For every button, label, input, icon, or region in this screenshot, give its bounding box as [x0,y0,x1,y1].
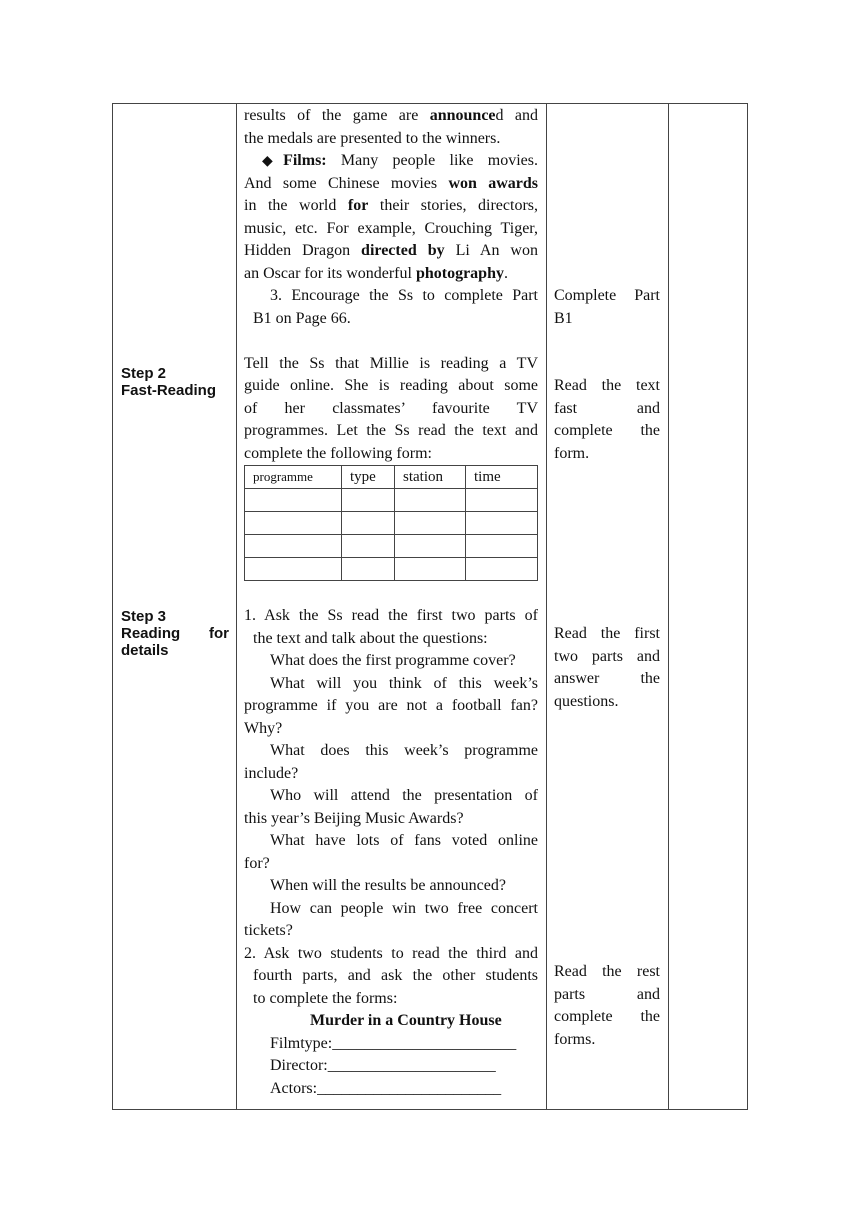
table-row [245,558,538,581]
header-programme: programme [245,466,342,489]
step3-name-line2: details [121,642,169,659]
text-line: What does the first programme cover? [270,652,516,669]
student-text-line: fast and [554,400,660,417]
step2-label: Step 2 [121,365,167,382]
text-line: in the world for their stories, directors, [244,197,538,214]
text-line: B1 on Page 66. [253,310,351,327]
student-text-line: two parts and [554,648,660,665]
form-cell [466,489,538,512]
form-cell [395,512,466,535]
film-form-title: Murder in a Country House [310,1012,502,1029]
text-line: What does this week’s programme [270,742,538,759]
student-text-line: answer the [554,670,660,687]
text-line: Tell the Ss that Millie is reading a TV [244,355,538,372]
student-text-line: Read the first [554,625,660,642]
form-cell [342,535,395,558]
text-line: guide online. She is reading about some [244,377,538,394]
student-text-line: questions. [554,693,619,710]
text-line: tickets? [244,922,293,939]
text-line: 2. Ask two students to read the third and [244,945,538,962]
text-line: What will you think of this week’s [270,675,538,692]
text-line: include? [244,765,299,782]
form-cell [342,489,395,512]
table-row [245,489,538,512]
text-line: of her classmates’ favourite TV [244,400,538,417]
form-cell [342,558,395,581]
table-row [245,512,538,535]
form-cell [466,558,538,581]
text-line: to complete the forms: [253,990,398,1007]
text-line: programme if you are not a football fan? [244,697,538,714]
student-text-line: Read the rest [554,963,660,980]
text-line: music, etc. For example, Crouching Tiger, [244,220,538,237]
form-cell [395,558,466,581]
text-line: the medals are presented to the winners. [244,130,501,147]
form-cell [466,535,538,558]
student-text-line: parts and [554,986,660,1003]
text-line: Who will attend the presentation of [270,787,538,804]
text-line: And some Chinese movies won awards [244,175,539,192]
text-line: programmes. Let the Ss read the text and [244,422,538,439]
text-line: the text and talk about the questions: [253,630,488,647]
form-cell [245,558,342,581]
step3-reading-word: Reading [121,625,181,642]
text-line: an Oscar for its wonderful photography. [244,265,508,282]
text-line: Hidden Dragon directed by Li An won [244,242,538,259]
text-line: ◆Films: Many people like movies. [262,152,538,169]
programme-form-table [244,465,538,581]
text-line: for? [244,855,270,872]
form-cell [245,512,342,535]
text-line: complete the following form: [244,445,432,462]
steps-column [112,103,237,1110]
text-line: fourth parts, and ask the other students [253,967,538,984]
table-header-row [245,466,538,489]
form-cell [342,512,395,535]
header-station: station [395,466,466,489]
diamond-bullet-icon: ◆ [262,153,284,169]
text-line: Why? [244,720,283,737]
step3-label: Step 3 [121,608,167,625]
student-activity-column [546,103,669,1110]
actors-line: Actors:_______________________ [270,1080,502,1097]
text-line: When will the results be announced? [270,877,506,894]
text-line: What have lots of fans voted online [270,832,538,849]
student-text-line: complete the [554,1008,660,1025]
notes-column [668,103,748,1110]
student-text-line: Complete Part [554,287,660,304]
step3-for-word: for [209,625,229,642]
text-line: 1. Ask the Ss read the first two parts of [244,607,538,624]
filmtype-line: Filmtype:_______________________ [270,1035,517,1052]
student-text-line: forms. [554,1031,596,1048]
step3-name-line1 [121,625,229,643]
form-cell [395,535,466,558]
student-text-line: form. [554,445,590,462]
student-text-line: complete the [554,422,660,439]
form-cell [245,489,342,512]
step2-name: Fast-Reading [121,382,217,399]
form-cell [245,535,342,558]
text-line: this year’s Beijing Music Awards? [244,810,464,827]
header-type: type [342,466,395,489]
table-row [245,535,538,558]
student-text-line: Read the text [554,377,660,394]
form-cell [466,512,538,535]
director-line: Director:_____________________ [270,1057,496,1074]
text-line: How can people win two free concert [270,900,538,917]
text-line: 3. Encourage the Ss to complete Part [270,287,538,304]
text-line: results of the game are announced and [244,107,538,124]
student-text-line: B1 [554,310,573,327]
form-cell [395,489,466,512]
header-time: time [466,466,538,489]
